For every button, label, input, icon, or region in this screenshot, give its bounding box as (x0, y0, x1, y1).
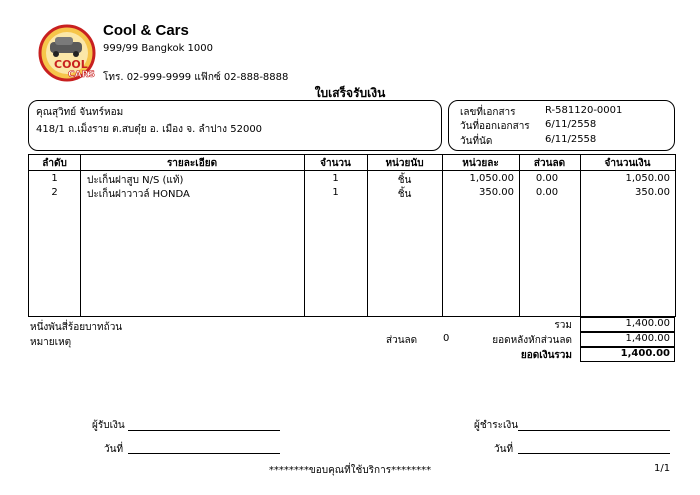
doc-number: R-581120-0001 (545, 105, 623, 116)
header-quantity: จำนวน (320, 158, 351, 169)
amount-in-words: หนึ่งพันสี่ร้อยบาทถ้วน (30, 322, 123, 333)
discount-label: ส่วนลด (386, 335, 418, 346)
header-description: รายละเอียด (166, 158, 218, 169)
after-discount-box (580, 332, 675, 347)
row-description: ปะเก็นฝาสูบ N/S (แท้) (87, 175, 184, 186)
row-amount: 350.00 (635, 187, 670, 198)
after-discount-label: ยอดหลังหักส่วนลด (492, 335, 572, 346)
customer-name: คุณสุวิทย์ จันทร์หอม (36, 107, 124, 118)
payer-date-label: วันที่ (494, 444, 514, 455)
header-unit: หน่วยนับ (385, 158, 424, 169)
header-amount: จำนวนเงิน (604, 158, 651, 169)
row-unit-price: 350.00 (479, 187, 514, 198)
row-discount: 0.00 (535, 173, 559, 184)
receiver-date-line (128, 453, 280, 454)
col-divider (80, 155, 81, 316)
row-description: ปะเก็นฝาวาวล์ HONDA (87, 189, 190, 200)
header-discount: ส่วนลด (533, 158, 566, 169)
row-unit: ชิ้น (397, 175, 412, 186)
subtotal-label: รวม (554, 320, 572, 331)
row-unit: ชิ้น (397, 189, 412, 200)
row-no: 1 (51, 173, 58, 184)
appointment-date: 6/11/2558 (545, 134, 597, 145)
appointment-date-label: วันที่นัด (460, 136, 493, 147)
thank-you-note: ********ขอบคุณที่ใช้บริการ******** (268, 465, 432, 476)
discount-value: 0 (443, 333, 450, 344)
row-no: 2 (51, 187, 58, 198)
header-unit-price: หน่วยละ (462, 158, 499, 169)
receiver-label: ผู้รับเงิน (92, 420, 125, 431)
logo-text-top: COOL (54, 58, 88, 71)
payer-date-line (518, 453, 670, 454)
issue-date-label: วันที่ออกเอกสาร (460, 121, 530, 132)
subtotal-value: 1,400.00 (625, 318, 670, 329)
logo-text-bottom: CARS (68, 70, 95, 80)
grand-total-value: 1,400.00 (620, 348, 670, 359)
issue-date: 6/11/2558 (545, 119, 597, 130)
row-quantity: 1 (332, 187, 339, 198)
remark-label: หมายเหตุ (30, 337, 72, 348)
items-table (28, 154, 676, 317)
page-number: 1/1 (654, 463, 671, 474)
row-discount: 0.00 (535, 187, 559, 198)
company-logo (38, 24, 96, 82)
row-amount: 1,050.00 (625, 173, 670, 184)
doc-number-label: เลขที่เอกสาร (460, 107, 516, 118)
company-address: 999/99 Bangkok 1000 (103, 43, 214, 54)
header-no: ลำดับ (42, 158, 67, 169)
customer-address: 418/1 ถ.เม็งราย ต.สบตุ๋ย อ. เมือง จ. ลำปาง 52000 (36, 124, 263, 135)
row-unit-price: 1,050.00 (469, 173, 514, 184)
payer-label: ผู้ชำระเงิน (474, 420, 519, 431)
subtotal-box (580, 317, 675, 332)
after-discount-value: 1,400.00 (625, 333, 670, 344)
row-quantity: 1 (332, 173, 339, 184)
company-name: Cool & Cars (103, 22, 189, 39)
document-title: ใบเสร็จรับเงิน (314, 86, 386, 100)
receiver-date-label: วันที่ (104, 444, 124, 455)
grand-total-box (580, 347, 675, 362)
payer-signature-line (518, 430, 670, 431)
receiver-signature-line (128, 430, 280, 431)
company-phone: โทร. 02-999-9999 แฟ๊กซ์ 02-888-8888 (103, 72, 289, 83)
grand-total-label: ยอดเงินรวม (520, 350, 572, 361)
